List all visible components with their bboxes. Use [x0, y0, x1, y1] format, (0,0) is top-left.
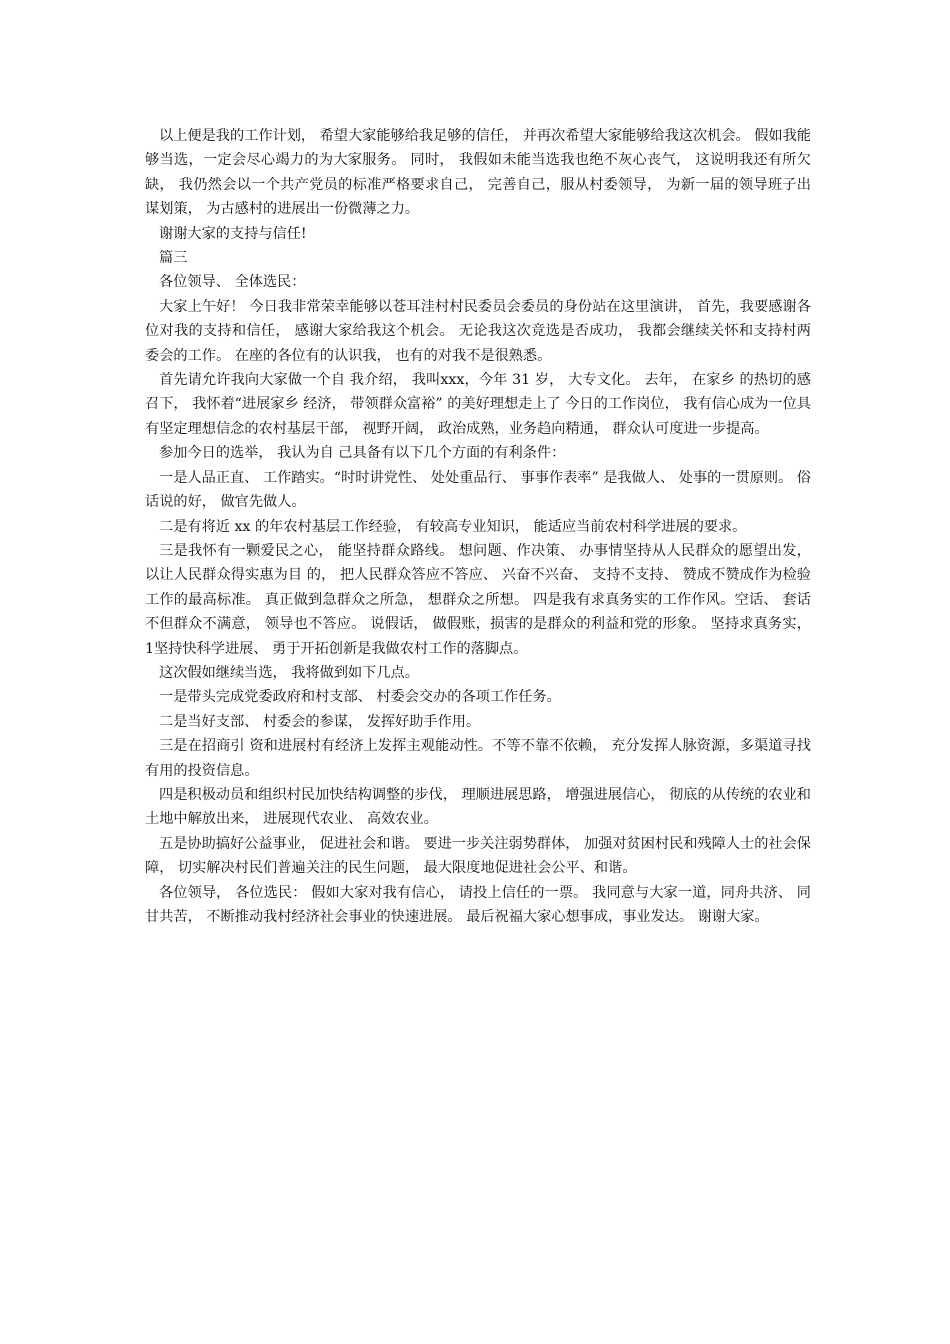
paragraph-plan-3: 三是在招商引 资和进展村有经济上发挥主观能动性。不等不靠不依赖， 充分发挥人脉资源，多渠道寻找有用的投资信息。 — [145, 738, 811, 779]
paragraph-closing-plan: 以上便是我的工作计划， 希望大家能够给我足够的信任， 并再次希望大家能够给我这次机会。 假如我能够当选，一定会尽心竭力的为大家服务。 同时， 我假如未能当选我也绝不灰心丧气， 这说明我还有所欠缺， 我仍然会以一个共产党员的标准严格要求自己， 完善自己，服从村委领导， 为新一届的领导班子出谋划策， 为古感村的进展出一份微薄之力。 — [145, 128, 811, 218]
paragraph-conditions-intro: 参加今日的选举， 我认为自 己具备有以下几个方面的有利条件： — [159, 445, 566, 462]
paragraph-plan-5: 五是协助搞好公益事业， 促进社会和谐。 要进一步关注弱势群体， 加强对贫困村民和残障人士的社会保障， 切实解决村民们普遍关注的民生问题， 最大限度地促进社会公平、和谐。 — [145, 835, 811, 877]
paragraph-plan-4: 四是积极动员和组织村民加快结构调整的步伐， 理顺进展思路， 增强进展信心， 彻底的从传统的农业和土地中解放出来， 进展现代农业、 高效农业。 — [145, 786, 811, 828]
paragraph-self-introduction: 首先请允许我向大家做一个自 我介绍， 我叫xxx，今年 31 岁， 大专文化。 去年， 在家乡 的热切的感召下， 我怀着“进展家乡 经济， 带领群众富裕” 的美好理想走上了 今日的工作岗位， 我有信心成为一位具有坚定理想信念的农村基层干部， 视野开阔， 政治成熟，业务趋向精通， 群众认可度进一步提高。 — [145, 372, 811, 437]
paragraph-plan-1: 一是带头完成党委政府和村支部、 村委会交办的各项工作任务。 — [159, 689, 561, 706]
document-body — [145, 124, 811, 929]
salutation: 各位领导、 全体选民： — [159, 274, 306, 291]
paragraph-greeting: 大家上午好！ 今日我非常荣幸能够以苍耳洼村村民委员会委员的身份站在这里演讲， 首先，我要感谢各位对我的支持和信任， 感谢大家给我这个机会。 无论我这次竞选是否成功， 我都会继续关怀和支持村两委会的工作。 在座的各位有的认识我， 也有的对我不是很熟悉。 — [145, 298, 811, 364]
paragraph-thanks: 谢谢大家的支持与信任! — [159, 225, 307, 242]
paragraph-plans-intro: 这次假如继续当选， 我将做到如下几点。 — [159, 664, 419, 681]
section-heading: 篇三 — [159, 250, 188, 267]
paragraph-condition-1: 一是人品正直、 工作踏实。“时时讲党性、 处处重品行、 事事作表率” 是我做人、 处事的一贯原则。 俗话说的好， 做官先做人。 — [145, 469, 811, 511]
paragraph-condition-2: 二是有将近 xx 的年农村基层工作经验， 有较高专业知识， 能适应当前农村科学进展的要求。 — [159, 518, 747, 535]
paragraph-plan-2: 二是当好支部、 村委会的参谋， 发挥好助手作用。 — [159, 713, 481, 730]
paragraph-conclusion: 各位领导， 各位选民： 假如大家对我有信心， 请投上信任的一票。 我同意与大家一道，同舟共济、 同甘共苦， 不断推动我村经济社会事业的快速进展。 最后祝福大家心想事成，事业发达。 谢谢大家。 — [145, 884, 811, 925]
paragraph-condition-3: 三是我怀有一颗爱民之心， 能坚持群众路线。 想问题、作决策、 办事情坚持从人民群众的愿望出发， 以让人民群众得实惠为目 的， 把人民群众答应不答应、 兴奋不兴奋、 支持不支持、 赞成不赞成作为检验工作的最高标准。 真正做到急群众之所急， 想群众之所想。 四是我有求真务实的工作作风。空话、 套话不但群众不满意， 领导也不答应。 说假话， 做假账，损害的是群众的利益和党的形象。 坚持求真务实， 1坚持快科学进展、 勇于开拓创新是我做农村工作的落脚点。 — [145, 542, 811, 657]
